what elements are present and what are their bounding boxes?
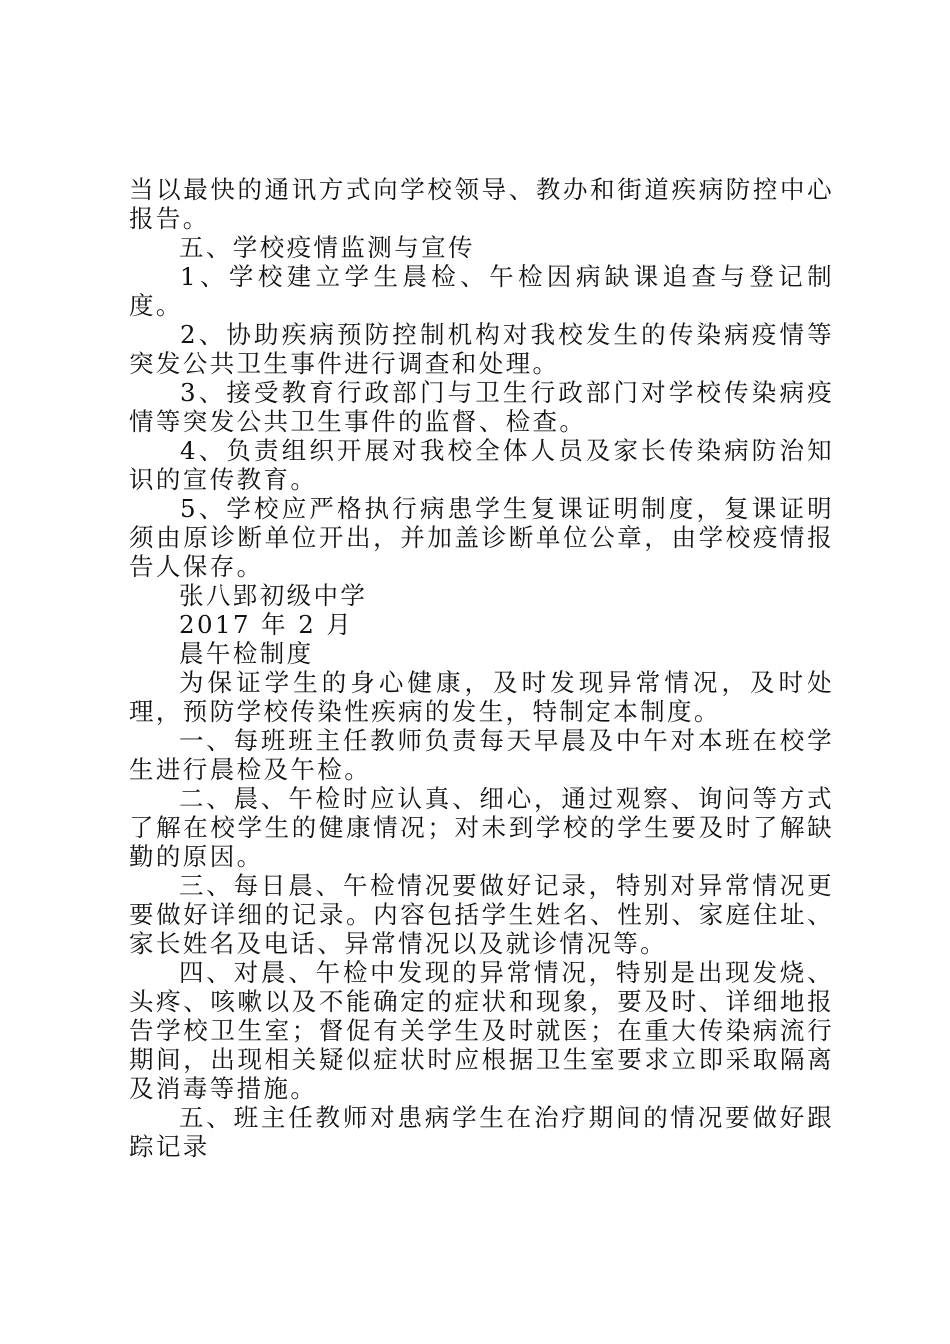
paragraph-item-4: 4、负责组织开展对我校全体人员及家长传染病防治知识的宣传教育。 — [129, 436, 834, 494]
paragraph-rule-3: 三、每日晨、午检情况要做好记录，特别对异常情况更要做好详细的记录。内容包括学生姓名、性别、家庭住址、家长姓名及电话、异常情况以及就诊情况等。 — [129, 871, 834, 958]
paragraph-intro: 为保证学生的身心健康，及时发现异常情况，及时处理，预防学校传染性疾病的发生，特制定本制度。 — [129, 668, 834, 726]
paragraph-item-3: 3、接受教育行政部门与卫生行政部门对学校传染病疫情等突发公共卫生事件的监督、检查。 — [129, 378, 834, 436]
signature-school-name: 张八郢初级中学 — [179, 581, 368, 610]
paragraph-rule-5: 五、班主任教师对患病学生在治疗期间的情况要做好跟踪记录 — [129, 1103, 834, 1161]
paragraph-item-5: 5、学校应严格执行病患学生复课证明制度，复课证明须由原诊断单位开出，并加盖诊断单位公章，由学校疫情报告人保存。 — [129, 494, 834, 581]
document-title-check-system: 晨午检制度 — [179, 639, 314, 668]
signature-date: 2017 年 2 月 — [179, 610, 354, 639]
paragraph-rule-1: 一、每班班主任教师负责每天早晨及中午对本班在校学生进行晨检及午检。 — [129, 726, 834, 784]
paragraph-item-1: 1、学校建立学生晨检、午检因病缺课追查与登记制度。 — [129, 262, 834, 320]
paragraph-rule-4: 四、对晨、午检中发现的异常情况，特别是出现发烧、头疼、咳嗽以及不能确定的症状和现象，要及时、详细地报告学校卫生室；督促有关学生及时就医；在重大传染病流行期间，出现相关疑似症状时应根据卫生室要求立即采取隔离及消毒等措施。 — [129, 958, 834, 1103]
paragraph-rule-2: 二、晨、午检时应认真、细心，通过观察、询问等方式了解在校学生的健康情况；对未到学校的学生要及时了解缺勤的原因。 — [129, 784, 834, 871]
paragraph-item-2: 2、协助疾病预防控制机构对我校发生的传染病疫情等突发公共卫生事件进行调查和处理。 — [129, 320, 834, 378]
section-heading-monitoring: 五、学校疫情监测与宣传 — [179, 233, 475, 262]
paragraph-report-channel: 当以最快的通讯方式向学校领导、教办和街道疾病防控中心报告。 — [129, 175, 834, 233]
document-body — [129, 175, 834, 1161]
